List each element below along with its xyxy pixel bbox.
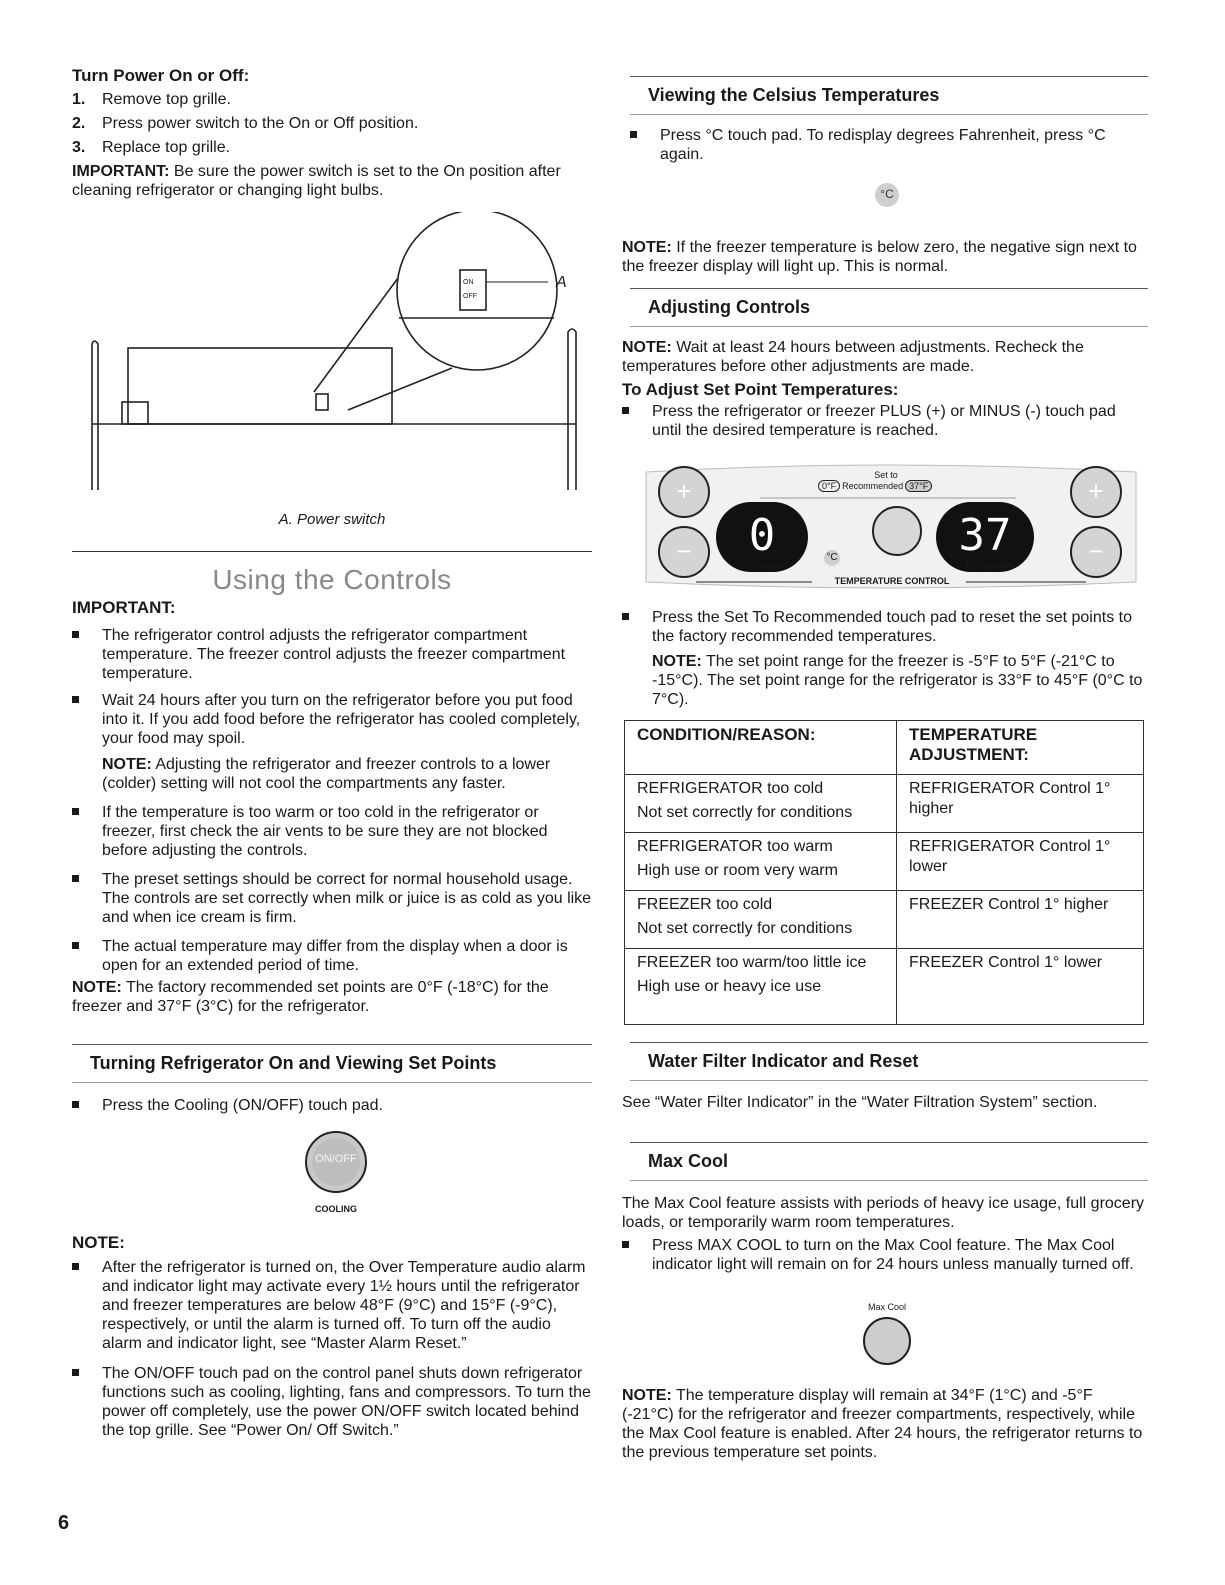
power-step: 2. Press power switch to the On or Off position.: [72, 115, 419, 132]
maxcool-button-label: Max Cool: [867, 1302, 906, 1312]
list-item: Press the Set To Recommended touch pad to reset the set points to the factory recommended temperatures. NOTE: The set point range for the freezer is -5°F to 5°F (-21°C to -15°C). The set point range for the refrigerator is 33°F to 45°F (0°C to 7°C).: [622, 608, 1148, 709]
freezer-plus-button[interactable]: [658, 466, 710, 518]
minus-icon: −: [1088, 536, 1104, 566]
plus-icon: +: [1088, 476, 1104, 506]
list-item: The preset settings should be correct for normal household usage. The controls are set correctly when milk or juice is as cold as you like and when ice cream is firm.: [72, 870, 592, 927]
table-header: CONDITION/REASON:: [625, 721, 897, 775]
switch-on-label: ON: [463, 279, 474, 286]
table-cell: FREEZER Control 1° lower: [897, 949, 1144, 1025]
range-note: NOTE: The set point range for the freezer is -5°F to 5°F (-21°C to -15°C). The set point range for the refrigerator is 33°F to 45°F (0°C to 7°C).: [652, 653, 1143, 708]
power-steps: [72, 90, 592, 157]
fridge-display-value: 37: [958, 510, 1012, 561]
panel-title: TEMPERATURE CONTROL: [834, 576, 950, 586]
maxcool-button[interactable]: [862, 1316, 912, 1366]
minus-icon: −: [676, 536, 692, 566]
fridge-plus-button[interactable]: [1070, 466, 1122, 518]
page-number: 6: [58, 1512, 70, 1534]
adjusting-list: [622, 402, 1148, 440]
maxcool-button-icon: [862, 1316, 912, 1366]
cooling-button-label: ON/OFF: [315, 1153, 357, 1165]
cooling-caption: COOLING: [315, 1204, 357, 1214]
recommended-label: Recommended: [842, 481, 904, 491]
freezer-minus-button[interactable]: [658, 526, 710, 578]
maxcool-section: [622, 1194, 1148, 1280]
maxcool-intro: The Max Cool feature assists with periods of heavy ice usage, full grocery loads, or temporarily warm room temperatures.: [622, 1195, 1145, 1231]
set-to-list: [622, 608, 1148, 709]
switch-off-label: OFF: [463, 293, 477, 300]
celsius-button[interactable]: [874, 182, 900, 208]
water-heading: Water Filter Indicator and Reset: [630, 1042, 1148, 1081]
list-item: The refrigerator control adjusts the refrigerator compartment temperature. The freezer control adjusts the freezer compartment temperature.: [72, 626, 592, 683]
celsius-heading: Viewing the Celsius Temperatures: [630, 76, 1148, 115]
freezer-display-value: 0: [748, 510, 776, 561]
table-row: [625, 891, 1144, 949]
set-recommended-button[interactable]: [872, 506, 922, 556]
set-to-label: Set to: [874, 470, 898, 480]
adjusting-heading: Adjusting Controls: [630, 288, 1148, 327]
using-important: IMPORTANT:: [72, 598, 176, 617]
recommended-row: [818, 480, 970, 492]
table-row: [625, 949, 1144, 1025]
turning-notes: [72, 1233, 592, 1446]
celsius-note: NOTE: If the freezer temperature is below zero, the negative sign next to the freezer display will light up. This is normal.: [622, 239, 1137, 275]
freezer-label: Freezer: [752, 560, 784, 570]
celsius-button-label: °C: [880, 187, 894, 201]
adjust-subtitle: To Adjust Set Point Temperatures:: [622, 380, 899, 399]
list-item: Press °C touch pad. To redisplay degrees Fahrenheit, press °C again.: [630, 126, 1148, 164]
power-switch-figure: [82, 212, 592, 502]
table-row: [625, 833, 1144, 891]
list-item: Wait 24 hours after you turn on the refrigerator before you put food into it. If you add food before the refrigerator has cooled completely, your food may spoil. NOTE: Adjusting the refrigerator and freezer controls to a lower (colder) setting will not cool the compartments any faster.: [72, 691, 592, 793]
celsius-section: [630, 126, 1148, 170]
table-cell: REFRIGERATOR Control 1° higher: [897, 775, 1144, 833]
using-note: NOTE: Adjusting the refrigerator and freezer controls to a lower (colder) setting will not cool the compartments any faster.: [102, 756, 551, 792]
celsius-pad-label: °C: [824, 550, 840, 566]
figure-caption: A. Power switch: [278, 511, 386, 528]
turning-heading: Turning Refrigerator On and Viewing Set Points: [72, 1044, 592, 1083]
power-title: Turn Power On or Off:: [72, 66, 250, 85]
plus-icon: +: [676, 476, 692, 506]
table-cell: FREEZER Control 1° higher: [897, 891, 1144, 949]
table-cell: FREEZER too cold Not set correctly for conditions: [625, 891, 897, 949]
table-cell: REFRIGERATOR too cold Not set correctly for conditions: [625, 775, 897, 833]
using-note-2: NOTE: The factory recommended set points are 0°F (-18°C) for the freezer and 37°F (3°C) for the refrigerator.: [72, 979, 549, 1015]
turning-note-title: NOTE:: [72, 1233, 125, 1252]
maxcool-heading: Max Cool: [630, 1142, 1148, 1181]
turning-list: [72, 1096, 592, 1115]
maxcool-note: NOTE: The temperature display will remain at 34°F (1°C) and -5°F (-21°C) for the refrigerator and freezer compartments, respectively, while the Max Cool feature is enabled. After 24 hours, the refrigerator returns to the previous temperature set points.: [622, 1387, 1143, 1461]
table-cell: REFRIGERATOR Control 1° lower: [897, 833, 1144, 891]
table-header: TEMPERATURE ADJUSTMENT:: [897, 721, 1144, 775]
temperature-control-panel: [636, 462, 1146, 592]
figure-label-a: A: [556, 274, 567, 291]
power-step: 1. Remove top grille.: [72, 91, 231, 108]
power-section: [72, 66, 592, 200]
list-item: Press MAX COOL to turn on the Max Cool feature. The Max Cool indicator light will remain on for 24 hours unless manually turned off.: [622, 1236, 1148, 1274]
power-step: 3. Replace top grille.: [72, 139, 231, 156]
table-cell: REFRIGERATOR too warm High use or room very warm: [625, 833, 897, 891]
using-section: [72, 564, 592, 1016]
adjusting-section: [622, 338, 1148, 446]
using-title: Using the Controls: [212, 564, 452, 595]
fridge-rec-badge: 37°F: [905, 480, 932, 492]
list-item: The ON/OFF touch pad on the control panel shuts down refrigerator functions such as cooling, lighting, fans and compressors. To turn the power off completely, use the power ON/OFF switch located behind the top grille. See “Power On/ Off Switch.”: [72, 1364, 592, 1440]
divider: [72, 551, 592, 552]
turning-note-list: [72, 1258, 592, 1440]
list-item: If the temperature is too warm or too cold in the refrigerator or freezer, first check the air vents to be sure they are not blocked before adjusting the controls.: [72, 803, 592, 860]
adjusting-note: NOTE: Wait at least 24 hours between adjustments. Recheck the temperatures before other adjustments are made.: [622, 339, 1084, 375]
list-item: The actual temperature may differ from the display when a door is open for an extended period of time.: [72, 937, 592, 975]
list-item: After the refrigerator is turned on, the Over Temperature audio alarm and indicator light may activate every 1½ hours until the refrigerator and freezer temperatures are below 48°F (9°C) and 15°F (-9°C), respectively, or until the alarm is turned off. To turn off the audio alarm and indicator light, see “Master Alarm Reset.”: [72, 1258, 592, 1353]
list-item: Press the Cooling (ON/OFF) touch pad.: [72, 1096, 592, 1115]
celsius-pad[interactable]: [824, 550, 840, 566]
celsius-list: [630, 126, 1148, 164]
list-item: Press the refrigerator or freezer PLUS (+) or MINUS (-) touch pad until the desired temperature is reached.: [622, 402, 1148, 440]
adjustment-table: [624, 720, 1144, 1025]
turning-section: [72, 1096, 592, 1121]
table-header-row: [625, 721, 1144, 775]
freezer-rec-badge: 0°F: [818, 480, 840, 492]
maxcool-list: [622, 1236, 1148, 1274]
water-text: See “Water Filter Indicator” in the “Water Filtration System” section.: [622, 1094, 1098, 1111]
fridge-minus-button[interactable]: [1070, 526, 1122, 578]
set-to-section: [622, 608, 1148, 715]
using-list: [72, 626, 592, 975]
power-important: IMPORTANT: Be sure the power switch is set to the On position after cleaning refrigerator or changing light bulbs.: [72, 163, 561, 199]
fridge-label: Refrigerator: [966, 560, 1014, 570]
table-cell: FREEZER too warm/too little ice High use or heavy ice use: [625, 949, 897, 1025]
cooling-button[interactable]: [304, 1130, 368, 1194]
table-row: [625, 775, 1144, 833]
